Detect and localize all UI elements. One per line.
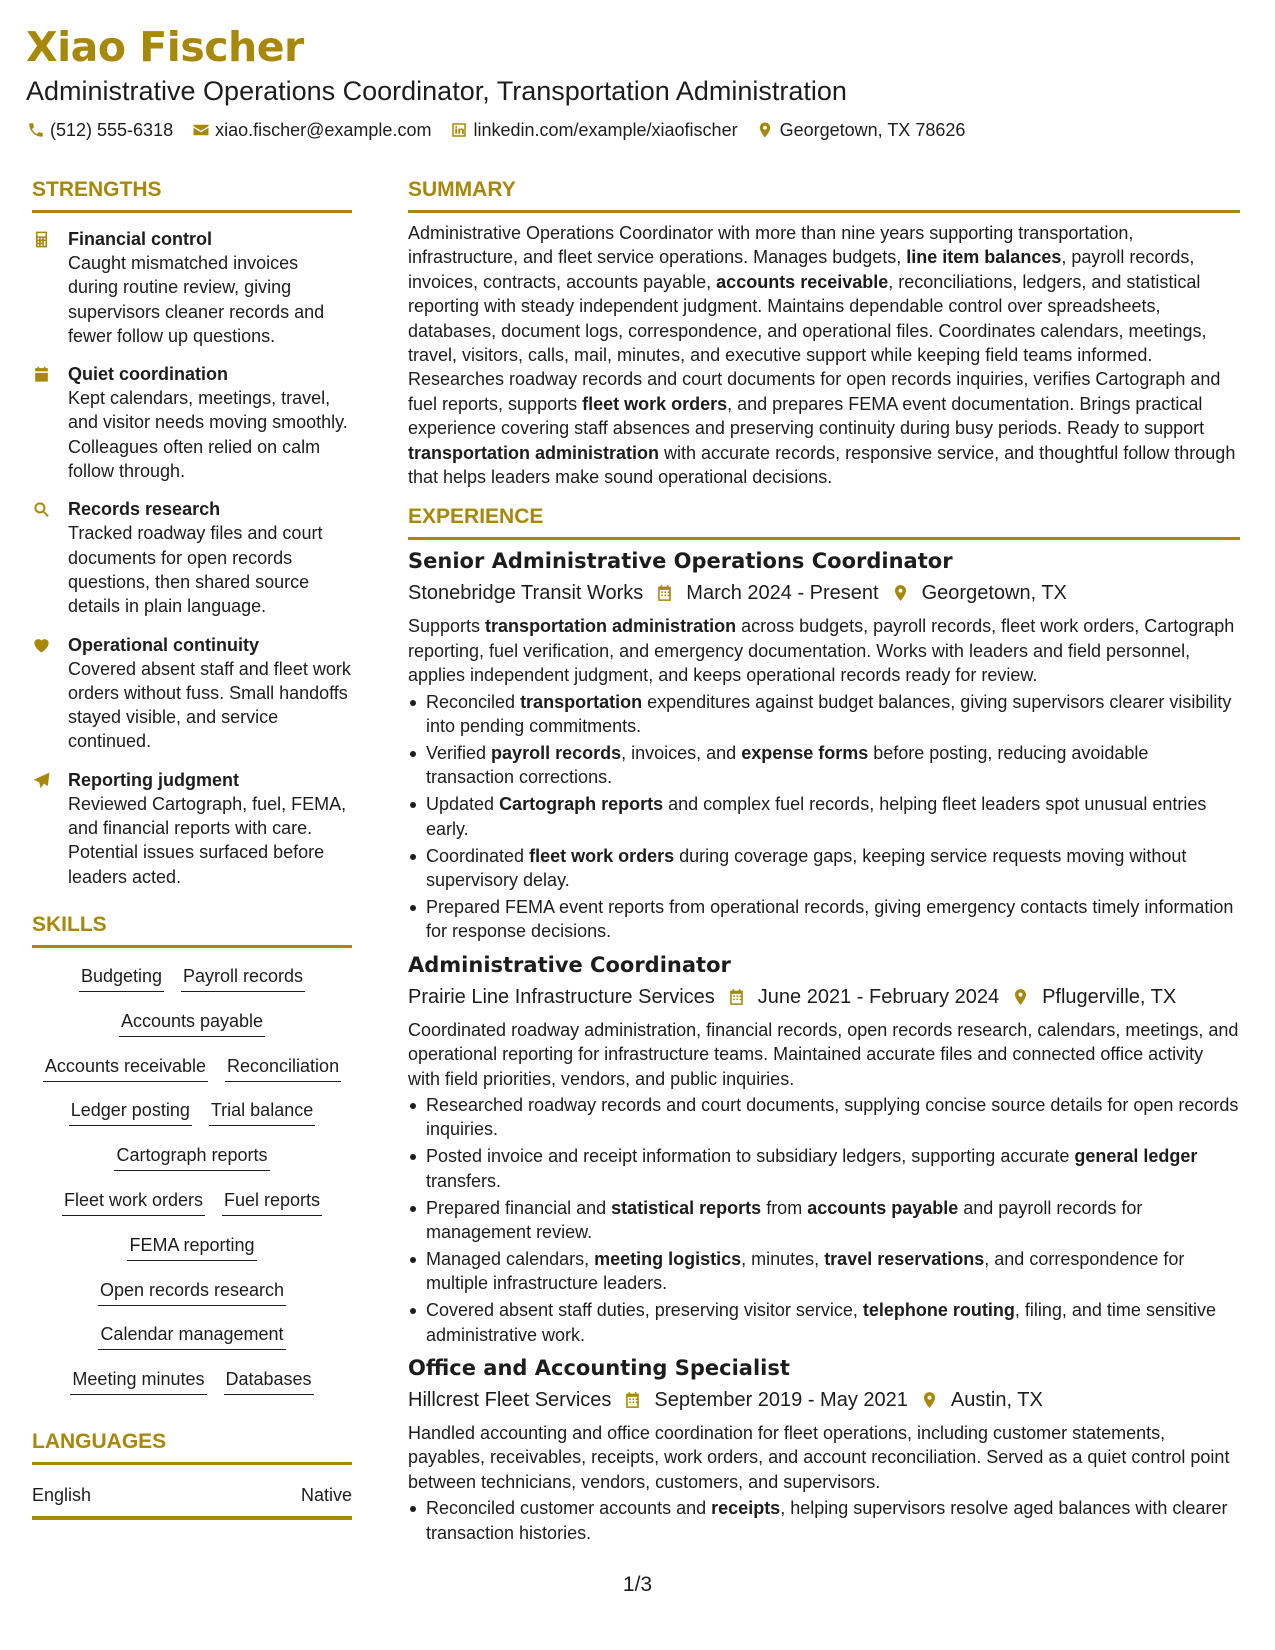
emphasis-text: telephone routing (862, 1300, 1015, 1321)
language-row (32, 1483, 352, 1520)
candidate-role: Administrative Operations Coordinator, Transportation Administration (26, 76, 847, 106)
skill-row (32, 1361, 352, 1406)
emphasis-text: accounts receivable (716, 271, 889, 292)
emphasis-text: statistical reports (611, 1197, 762, 1218)
strengths-heading: STRENGTHS (32, 176, 352, 213)
job-bullet: Prepared FEMA event reports from operational records, giving emergency contacts timely information for response decisions. (408, 895, 1240, 944)
job-description: Coordinated roadway administration, financial records, open records research, calendars, meetings, and operational reporting for infrastructure teams. Maintained accurate files and connected office activity with field priorities, vendors, and public inquiries. (408, 1019, 1239, 1089)
job-bullets (408, 690, 1240, 944)
job-bullet: Posted invoice and receipt information to subsidiary ledgers, supporting accurate general ledger transfers. (408, 1144, 1240, 1193)
strength-item (32, 497, 352, 618)
skill-row (32, 958, 352, 1003)
phone-icon (26, 121, 45, 140)
emphasis-text: line item balances (906, 247, 1062, 268)
search-icon (32, 497, 56, 618)
emphasis-text: transportation administration (485, 616, 737, 637)
job-bullet: Reconciled transportation expenditures against budget balances, giving supervisors clearer visibility into pending commitments. (408, 690, 1240, 739)
emphasis-text: expense forms (741, 743, 869, 763)
skill-row (32, 1048, 352, 1093)
strength-title: Operational continuity (68, 634, 260, 655)
skill-tag: Calendar management (98, 1322, 285, 1350)
map-pin-icon (891, 584, 910, 603)
job-location: Pflugerville, TX (1042, 985, 1177, 1008)
strength-item (32, 362, 352, 483)
job-location: Georgetown, TX (921, 582, 1067, 605)
job-title: Administrative Coordinator (408, 952, 731, 977)
job-bullet: Covered absent staff duties, preserving visitor service, telephone routing, filing, and time sensitive administrative work. (408, 1298, 1240, 1347)
skill-tag: Meeting minutes (70, 1367, 206, 1395)
strength-item (32, 227, 352, 348)
resume-header (26, 22, 1246, 142)
skill-tag: Ledger posting (69, 1098, 192, 1126)
paper-plane-icon (32, 768, 56, 889)
emphasis-text: transportation (520, 691, 643, 712)
skill-row (32, 1003, 352, 1048)
strength-title: Reporting judgment (68, 769, 239, 790)
heart-icon (32, 633, 56, 754)
skill-tag: Databases (224, 1367, 314, 1395)
job-bullet: Prepared financial and statistical reports from accounts payable and payroll records for management review. (408, 1196, 1240, 1245)
job-bullets (408, 1496, 1240, 1545)
job-company: Hillcrest Fleet Services (408, 1389, 612, 1412)
job-company: Stonebridge Transit Works (408, 582, 644, 605)
contact-email-text: xiao.fischer@example.com (215, 120, 432, 140)
skill-tag: FEMA reporting (127, 1233, 256, 1261)
job-bullet: Verified payroll records, invoices, and expense forms before posting, reducing avoidable transaction corrections. (408, 741, 1240, 790)
job-meta (408, 982, 1240, 1012)
emphasis-text: accounts payable (807, 1197, 959, 1218)
job-bullet: Researched roadway records and court documents, supplying concise source details for open records inquiries. (408, 1093, 1240, 1142)
skills-heading: SKILLS (32, 911, 352, 948)
calendar-icon (32, 362, 56, 483)
skill-row (32, 1272, 352, 1317)
strength-desc: Caught mismatched invoices during routine review, giving supervisors cleaner records and fewer follow up questions. (68, 253, 325, 346)
strength-desc: Reviewed Cartograph, fuel, FEMA, and financial reports with care. Potential issues surfaced before leaders acted. (68, 793, 347, 887)
job-dates: March 2024 - Present (686, 582, 879, 605)
experience-heading: EXPERIENCE (408, 503, 1240, 540)
candidate-name: Xiao Fischer (26, 23, 304, 71)
skill-tag: Accounts receivable (43, 1054, 208, 1082)
strength-title: Records research (68, 499, 221, 520)
map-pin-icon (756, 121, 775, 140)
job-description: Handled accounting and office coordination for fleet operations, including customer statements, payables, receivables, receipts, work orders, and account reconciliation. Served as a quiet control point between technicians, vendors, customers, and supervisors. (408, 1423, 1230, 1492)
emphasis-text: Cartograph reports (499, 794, 664, 815)
contact-phone-text: (512) 555-6318 (50, 120, 174, 140)
job-description: Supports transportation administration across budgets, payroll records, fleet work orders, Cartograph reporting, fuel verification, and emergency documentation. Works with leaders and field personnel, applies independent judgment, and keeps operational records ready for review. (408, 616, 1235, 686)
skill-tag: Accounts payable (119, 1009, 265, 1037)
skill-tag: Open records research (98, 1278, 286, 1306)
emphasis-text: payroll records (491, 743, 622, 763)
job-entry (408, 1353, 1240, 1545)
language-level: Native (300, 1484, 352, 1505)
linkedin-icon (449, 121, 468, 140)
strength-item (32, 768, 352, 889)
contact-linkedin[interactable] (449, 118, 737, 142)
calculator-icon (32, 227, 56, 348)
emphasis-text: fleet work orders (582, 393, 728, 414)
job-bullet: Managed calendars, meeting logistics, minutes, travel reservations, and correspondence for multiple infrastructure leaders. (408, 1247, 1240, 1296)
job-dates: June 2021 - February 2024 (757, 985, 1000, 1008)
skill-tag: Fuel reports (222, 1188, 322, 1216)
job-title: Office and Accounting Specialist (408, 1356, 790, 1381)
map-pin-icon (1011, 987, 1030, 1006)
emphasis-text: general ledger (1074, 1146, 1198, 1167)
language-name: English (32, 1484, 92, 1505)
calendar-icon (623, 1391, 642, 1410)
emphasis-text: receipts (711, 1498, 781, 1519)
envelope-icon (191, 121, 210, 140)
emphasis-text: fleet work orders (529, 845, 675, 866)
left-column (32, 176, 352, 1520)
skill-row (32, 1182, 352, 1227)
summary-heading: SUMMARY (408, 176, 1240, 213)
job-bullet: Coordinated fleet work orders during coverage gaps, keeping service requests moving without supervisory delay. (408, 844, 1240, 893)
skill-row (32, 1092, 352, 1137)
calendar-icon (727, 987, 746, 1006)
contact-location (756, 118, 966, 142)
skill-row (32, 1137, 352, 1182)
job-dates: September 2019 - May 2021 (654, 1389, 908, 1412)
contact-phone[interactable] (26, 118, 173, 142)
contact-location-text: Georgetown, TX 78626 (779, 120, 966, 140)
strength-title: Quiet coordination (68, 364, 228, 385)
contact-linkedin-text: linkedin.com/example/xiaofischer (473, 120, 738, 140)
emphasis-text: transportation administration (408, 442, 660, 463)
contact-email[interactable] (191, 118, 431, 142)
emphasis-text: meeting logistics (594, 1248, 742, 1269)
skills-list (32, 958, 352, 1406)
job-bullet: Reconciled customer accounts and receipts, helping supervisors resolve aged balances with clearer transaction histories. (408, 1496, 1240, 1545)
map-pin-icon (920, 1391, 939, 1410)
skill-tag: Reconciliation (225, 1054, 341, 1082)
job-company: Prairie Line Infrastructure Services (408, 985, 715, 1008)
skill-tag: Cartograph reports (114, 1143, 269, 1171)
strength-desc: Covered absent staff and fleet work orders without fuss. Small handoffs stayed visible, and service continued. (68, 658, 351, 752)
skill-row (32, 1227, 352, 1272)
job-location: Austin, TX (950, 1389, 1043, 1412)
job-bullet: Updated Cartograph reports and complex fuel records, helping fleet leaders spot unusual entries early. (408, 792, 1240, 841)
contact-bar (26, 118, 1246, 142)
job-entry (408, 950, 1240, 1347)
job-title: Senior Administrative Operations Coordinator (408, 549, 953, 574)
job-meta (408, 578, 1240, 608)
skill-tag: Trial balance (209, 1098, 315, 1126)
summary-text: Administrative Operations Coordinator with more than nine years supporting transportation, infrastructure, and fleet service operations. Manages budgets, line item balances, payroll records, invoices, contracts, accounts payable, accounts receivable, reconciliations, ledgers, and statistical reporting with steady independent judgment. Maintains dependable control over spreadsheets, databases, document logs, correspondence, and operational files. Coordinates calendars, meetings, travel, visitors, calls, mail, minutes, and executive support while keeping field teams informed. Researches roadway records and court documents for open records inquiries, verifies Cartograph and fuel reports, supports fleet work orders, and prepares FEMA event documentation. Brings practical experience covering staff absences and preserving continuity during busy periods. Ready to support transportation administration with accurate records, responsive service, and thoughtful follow through that helps leaders make sound operational decisions. (408, 223, 1236, 488)
job-entry (408, 546, 1240, 943)
emphasis-text: travel reservations (824, 1248, 985, 1269)
job-bullets (408, 1093, 1240, 1347)
page-number: 1/3 (622, 1573, 653, 1596)
calendar-icon (655, 584, 674, 603)
strength-desc: Kept calendars, meetings, travel, and visitor needs moving smoothly. Colleagues often relied on calm follow through. (68, 388, 348, 482)
strength-title: Financial control (68, 229, 213, 249)
strength-desc: Tracked roadway files and court documents for open records questions, then shared source details in plain language. (68, 523, 323, 617)
languages-heading: LANGUAGES (32, 1428, 352, 1465)
skill-tag: Fleet work orders (62, 1188, 205, 1216)
strength-item (32, 633, 352, 754)
skill-row (32, 1316, 352, 1361)
skill-tag: Budgeting (79, 964, 164, 992)
job-meta (408, 1385, 1240, 1415)
right-column (408, 176, 1240, 1548)
skill-tag: Payroll records (181, 964, 305, 992)
